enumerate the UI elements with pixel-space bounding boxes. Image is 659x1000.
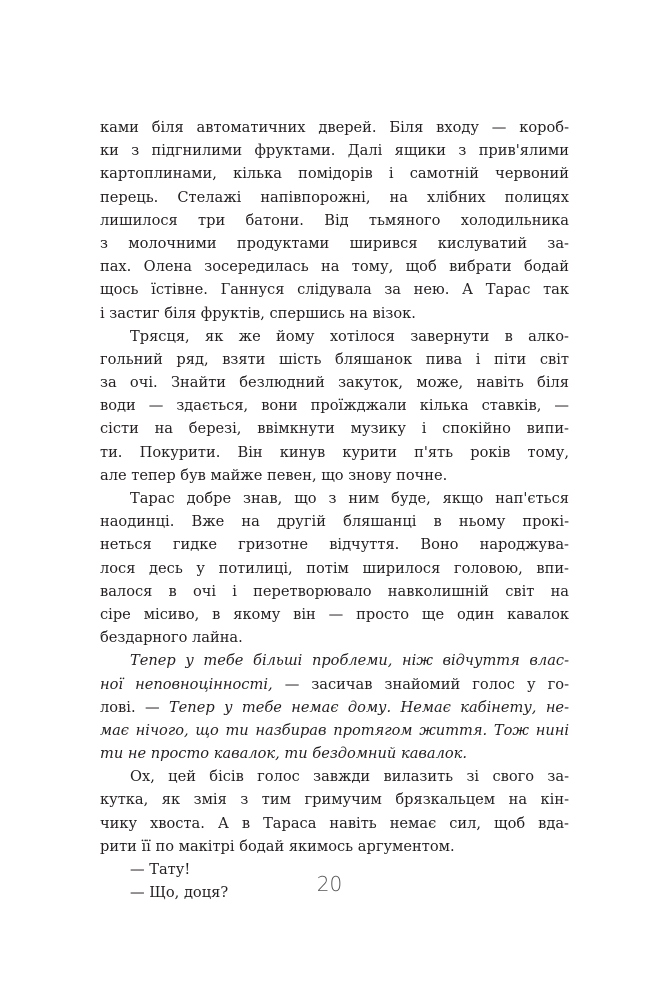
text-line: Тепер у тебе більші проблеми, ніж відчуття влас- bbox=[130, 652, 569, 670]
text-line: лишилося три батони. Від тьмяного холодильника bbox=[100, 211, 569, 229]
text-line: ти. Покурити. Він кинув курити п'ять років тому, bbox=[100, 443, 569, 461]
text-line: за очі. Знайти безлюдний закуток, може, навіть біля bbox=[100, 374, 569, 392]
text-line: пах. Олена зосередилась на тому, щоб вибрати бодай bbox=[100, 258, 569, 276]
text-line: і застиг біля фруктів, спершись на візок. bbox=[100, 304, 416, 322]
text-line: чику хвоста. А в Тараса навіть немає сил, щоб вда- bbox=[100, 814, 569, 832]
text-line: Тарас добре знав, що з ним буде, якщо нап'ється bbox=[130, 490, 569, 507]
italic-fragment: Тепер у тебе немає дому. Немає кабінету, не- bbox=[168, 698, 569, 716]
text-line: наодинці. Вже на другій бляшанці в ньому прокі- bbox=[100, 513, 569, 531]
dialogue-line: — Що, доця? bbox=[130, 884, 229, 902]
text-line: Трясця, як же йому хотілося завернути в алко- bbox=[130, 327, 569, 345]
text-line: неться гидке гризотне відчуття. Воно народжува- bbox=[100, 536, 569, 554]
text-line: але тепер був майже певен, що знову почне. bbox=[100, 466, 448, 484]
text-line: валося в очі і перетворювало навколишній світ на bbox=[100, 582, 569, 600]
text-line: ки з підгнилими фруктами. Далі ящики з прив'ялими bbox=[100, 142, 569, 160]
text-line: щось їстівне. Ганнуся слідувала за нею. А Тарас так bbox=[100, 281, 569, 299]
text-line: кутка, як змія з тим гримучим брязкальцем на кін- bbox=[100, 791, 569, 809]
page-number: 20 bbox=[316, 872, 343, 896]
text-line bbox=[100, 696, 569, 719]
text-fragment: — засичав знайомий голос у го- bbox=[272, 675, 569, 693]
page-body bbox=[100, 116, 569, 904]
text-line: сісти на березі, ввімкнути музику і спокійно випи- bbox=[100, 420, 569, 438]
text-line: сіре місиво, в якому він — просто ще один кавалок bbox=[100, 605, 569, 623]
text-line: бездарного лайна. bbox=[100, 629, 243, 647]
dialogue-line: — Тату! bbox=[130, 861, 191, 878]
text-line: з молочними продуктами ширився кислуватий за- bbox=[100, 234, 569, 252]
text-line: Ох, цей бісів голос завжди вилазить зі свого за- bbox=[130, 768, 569, 786]
text-line: води — здається, вони проїжджали кілька ставків, — bbox=[100, 397, 569, 415]
text-line bbox=[100, 673, 569, 696]
text-line: перець. Стелажі напівпорожні, на хлібних полицях bbox=[100, 188, 569, 206]
text-line: має нічого, що ти назбирав протягом життя. Тож нині bbox=[100, 721, 569, 739]
text-line: картоплинами, кілька помідорів і самотній червоний bbox=[100, 165, 569, 183]
text-line: гольний ряд, взяти шість бляшанок пива і піти світ bbox=[100, 350, 569, 368]
text-line: рити її по макітрі бодай якимось аргументом. bbox=[100, 837, 455, 855]
text-line: ками біля автоматичних дверей. Біля входу — короб- bbox=[100, 119, 569, 136]
text-line: ти не просто кавалок, ти бездомний кавалок. bbox=[100, 745, 468, 763]
text-line: лося десь у потилиці, потім ширилося головою, впи- bbox=[100, 559, 569, 577]
text-fragment: лові. — bbox=[100, 698, 169, 716]
italic-fragment: ної неповноцінності, bbox=[100, 675, 273, 693]
